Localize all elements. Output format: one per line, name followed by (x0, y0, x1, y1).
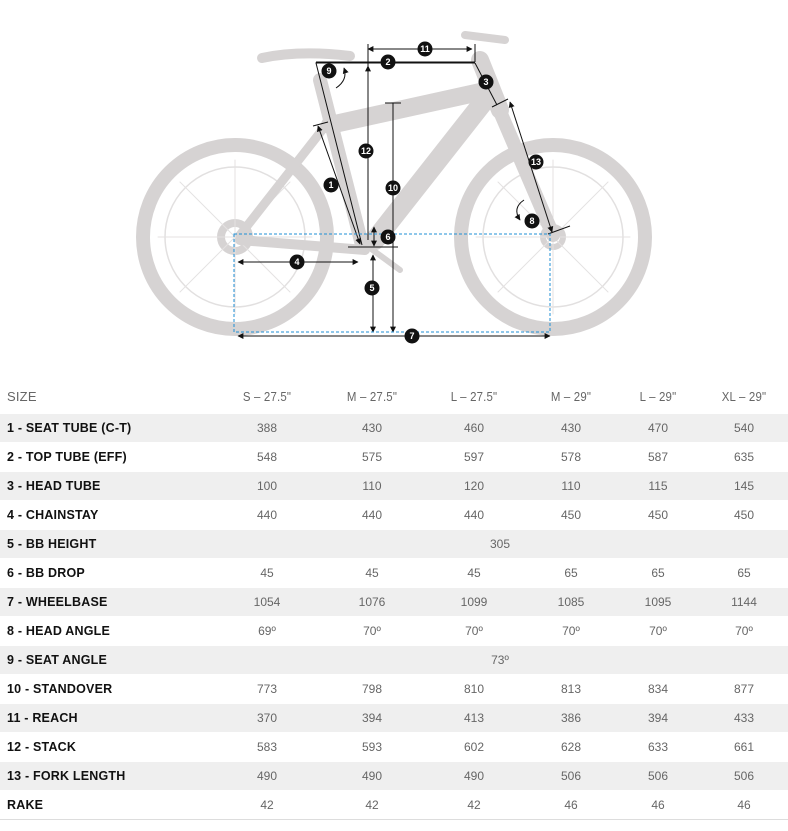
value-cell: 69º (212, 617, 322, 646)
value-cell: 813 (526, 675, 616, 704)
value-cell: 773 (212, 675, 322, 704)
value-cell: 633 (616, 733, 700, 762)
value-cell: 440 (212, 501, 322, 530)
marker-12 (359, 144, 374, 159)
value-cell: 46 (526, 791, 616, 820)
row-label: 4 - CHAINSTAY (0, 501, 212, 530)
marker-4 (290, 255, 305, 270)
marker-1 (324, 178, 339, 193)
marker-10 (386, 181, 401, 196)
size-m-275-header: M – 27.5" (346, 389, 398, 404)
row-label: 13 - FORK LENGTH (0, 762, 212, 791)
value-cell: 70º (322, 617, 422, 646)
table-row (0, 646, 788, 675)
table-row (0, 617, 788, 646)
marker-label: 5 (369, 283, 375, 294)
seat-stay (240, 120, 330, 235)
value-cell: 597 (422, 443, 526, 472)
value-cell: 433 (700, 704, 788, 733)
marker-label: 12 (360, 146, 372, 157)
value-cell: 578 (526, 443, 616, 472)
value-cell: 810 (422, 675, 526, 704)
value-cell: 877 (700, 675, 788, 704)
table-row (0, 559, 788, 588)
value-cell: 413 (422, 704, 526, 733)
handlebar (465, 35, 505, 40)
bike-geometry-diagram (0, 0, 788, 370)
saddle (262, 53, 350, 58)
marker-label: 7 (409, 331, 415, 342)
value-cell: 628 (526, 733, 616, 762)
value-cell: 100 (212, 472, 322, 501)
marker-label: 11 (420, 44, 430, 55)
table-row (0, 501, 788, 530)
size-m-29-header: M – 29" (550, 389, 592, 404)
value-cell: 506 (700, 762, 788, 791)
value-cell: 583 (212, 733, 322, 762)
value-cell: 110 (322, 472, 422, 501)
value-cell: 540 (700, 414, 788, 443)
geometry-table-body (0, 414, 788, 820)
table-row (0, 530, 788, 559)
value-cell: 635 (700, 443, 788, 472)
value-cell: 506 (526, 762, 616, 791)
marker-label: 6 (385, 232, 391, 243)
value-cell: 370 (212, 704, 322, 733)
value-cell: 70º (422, 617, 526, 646)
size-l-275-header: L – 27.5" (450, 389, 498, 404)
value-cell: 450 (700, 501, 788, 530)
marker-11 (418, 42, 433, 57)
value-cell: 120 (422, 472, 526, 501)
value-cell: 42 (212, 791, 322, 820)
value-cell: 1085 (526, 588, 616, 617)
marker-8 (525, 214, 540, 229)
value-cell: 45 (422, 559, 526, 588)
marker-9 (322, 64, 337, 79)
row-label: 1 - SEAT TUBE (C-T) (0, 414, 212, 443)
marker-label: 13 (530, 157, 542, 168)
size-l-29-header: L – 29" (639, 389, 677, 404)
marker-label: 8 (529, 216, 535, 227)
value-cell: 46 (700, 791, 788, 820)
row-label: 6 - BB DROP (0, 559, 212, 588)
marker-6 (381, 230, 396, 245)
merged-value-cell: 73º (212, 646, 788, 675)
value-cell: 65 (526, 559, 616, 588)
value-cell: 506 (616, 762, 700, 791)
value-cell: 394 (616, 704, 700, 733)
value-cell: 45 (322, 559, 422, 588)
value-cell: 1054 (212, 588, 322, 617)
marker-3 (479, 75, 494, 90)
table-row (0, 675, 788, 704)
value-cell: 440 (322, 501, 422, 530)
value-cell: 388 (212, 414, 322, 443)
value-cell: 1076 (322, 588, 422, 617)
value-cell: 460 (422, 414, 526, 443)
value-cell: 70º (616, 617, 700, 646)
value-cell: 470 (616, 414, 700, 443)
value-cell: 70º (700, 617, 788, 646)
value-cell: 394 (322, 704, 422, 733)
value-cell: 798 (322, 675, 422, 704)
row-label: RAKE (0, 791, 212, 820)
value-cell: 70º (526, 617, 616, 646)
value-cell: 42 (422, 791, 526, 820)
row-label: 9 - SEAT ANGLE (0, 646, 212, 675)
marker-7 (405, 329, 420, 344)
value-cell: 65 (700, 559, 788, 588)
value-cell: 834 (616, 675, 700, 704)
value-cell: 575 (322, 443, 422, 472)
value-cell: 145 (700, 472, 788, 501)
marker-2 (381, 55, 396, 70)
row-label: 11 - REACH (0, 704, 212, 733)
row-label: 3 - HEAD TUBE (0, 472, 212, 501)
row-label: 7 - WHEELBASE (0, 588, 212, 617)
table-row (0, 704, 788, 733)
marker-13 (529, 155, 544, 170)
marker-label: 2 (385, 57, 391, 68)
value-cell: 42 (322, 791, 422, 820)
table-row (0, 588, 788, 617)
value-cell: 110 (526, 472, 616, 501)
merged-value-cell: 305 (212, 530, 788, 559)
value-cell: 65 (616, 559, 700, 588)
marker-label: 1 (328, 180, 334, 191)
value-cell: 602 (422, 733, 526, 762)
table-row (0, 762, 788, 791)
value-cell: 661 (700, 733, 788, 762)
row-label: 8 - HEAD ANGLE (0, 617, 212, 646)
value-cell: 46 (616, 791, 700, 820)
crank (370, 248, 400, 270)
table-row (0, 791, 788, 820)
value-cell: 587 (616, 443, 700, 472)
value-cell: 386 (526, 704, 616, 733)
table-row (0, 443, 788, 472)
value-cell: 490 (212, 762, 322, 791)
marker-label: 3 (483, 77, 489, 88)
marker-label: 4 (294, 257, 300, 268)
value-cell: 1095 (616, 588, 700, 617)
marker-5 (365, 281, 380, 296)
size-s-275-header: S – 27.5" (242, 389, 292, 404)
row-label: 5 - BB HEIGHT (0, 530, 212, 559)
value-cell: 430 (322, 414, 422, 443)
value-cell: 490 (322, 762, 422, 791)
table-row (0, 414, 788, 443)
value-cell: 115 (616, 472, 700, 501)
geometry-table (0, 380, 788, 820)
row-label: 10 - STANDOVER (0, 675, 212, 704)
value-cell: 593 (322, 733, 422, 762)
row-label: 2 - TOP TUBE (EFF) (0, 443, 212, 472)
table-header-row (0, 380, 788, 414)
value-cell: 430 (526, 414, 616, 443)
chain-stay (240, 240, 365, 250)
value-cell: 45 (212, 559, 322, 588)
value-cell: 490 (422, 762, 526, 791)
marker-label: 10 (387, 183, 399, 194)
value-cell: 1099 (422, 588, 526, 617)
size-xl-29-header: XL – 29" (721, 389, 767, 404)
value-cell: 450 (526, 501, 616, 530)
table-row (0, 733, 788, 762)
value-cell: 450 (616, 501, 700, 530)
table-row (0, 472, 788, 501)
row-label: 12 - STACK (0, 733, 212, 762)
value-cell: 1144 (700, 588, 788, 617)
value-cell: 548 (212, 443, 322, 472)
size-header: SIZE (7, 389, 37, 404)
value-cell: 440 (422, 501, 526, 530)
marker-label: 9 (326, 66, 332, 77)
